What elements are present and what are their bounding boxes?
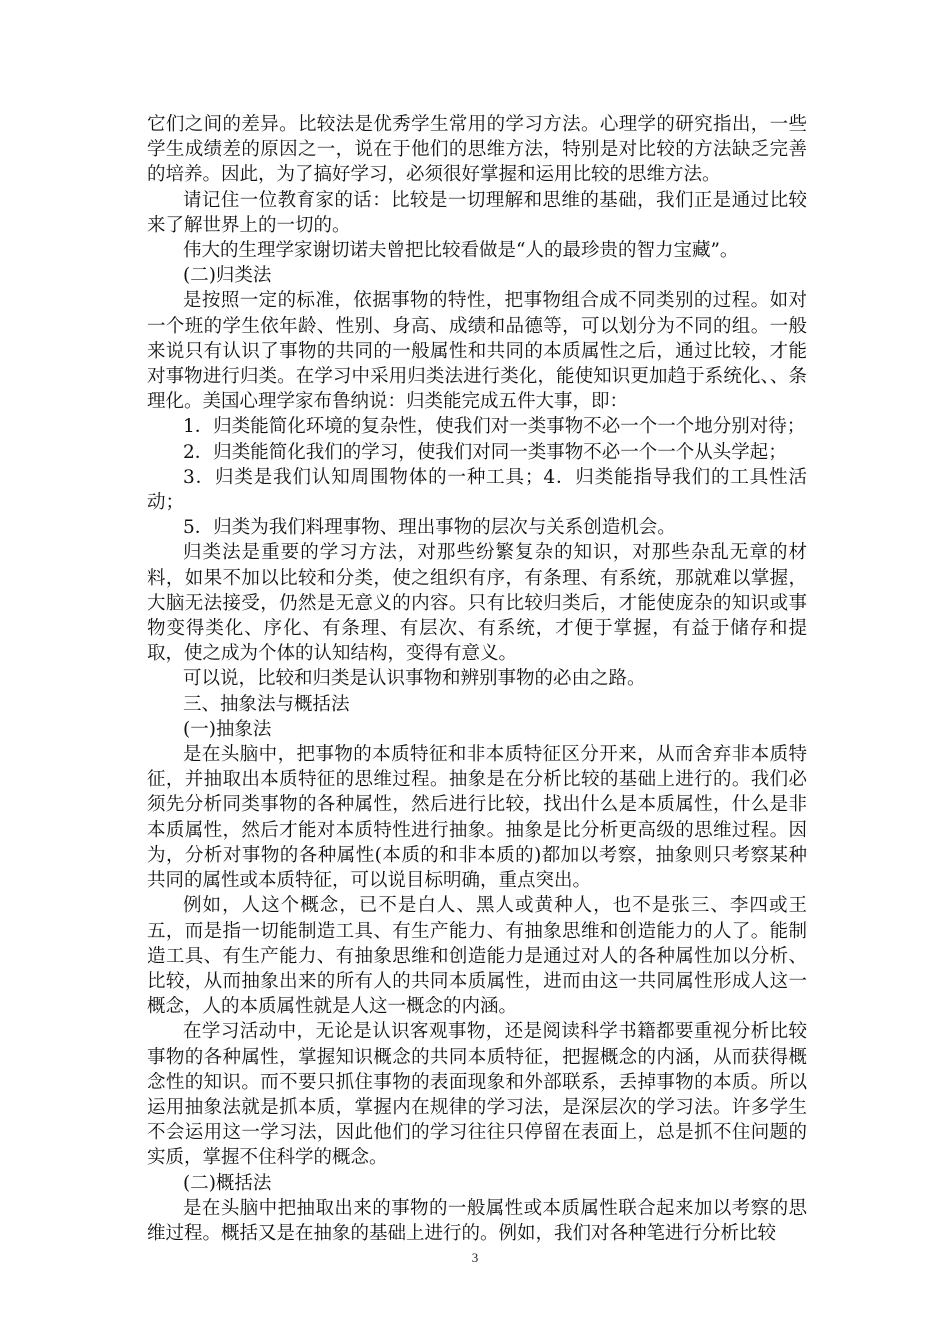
paragraph-abstraction-definition: 是在头脑中，把事物的本质特征和非本质特征区分开来，从而舍弃非本质特征，并抽取出本质特征的思维过程。抽象是在分析比较的基础上进行的。我们必须先分析同类事物的各种属性，然后进行比较，找出什么是本质属性，什么是非本质属性，然后才能对本质特性进行抽象。抽象是比分析更高级的思维过程。因为，分析对事物的各种属性(本质的和非本质的)都加以考察，抽象则只考察某种共同的属性或本质特征，可以说目标明确，重点突出。	[147, 744, 807, 892]
list-item-3-4: 3．归类是我们认知周围物体的一种工具；4．归类能指导我们的工具性活动；	[147, 466, 807, 514]
paragraph-comparison-end: 它们之间的差异。比较法是优秀学生常用的学习方法。心理学的研究指出，一些学生成绩差的原因之一，说在于他们的思维方法，特别是对比较的方法缺乏完善的培养。因此，为了搞好学习，必须很好掌握和运用比较的思维方法。	[147, 114, 807, 186]
paragraph-classification-importance: 归类法是重要的学习方法，对那些纷繁复杂的知识，对那些杂乱无章的材料，如果不加以比较和分类，使之组织有序，有条理、有系统，那就难以掌握，大脑无法接受，仍然是无意义的内容。只有比较归类后，才能使庞杂的知识或事物变得类化、序化、有条理、有层次、有系统，才便于掌握，有益于储存和提取，使之成为个体的认知结构，变得有意义。	[147, 542, 807, 665]
paragraph-sechenov-quote: 伟大的生理学家谢切诺夫曾把比较看做是“人的最珍贵的智力宝藏”。	[183, 240, 739, 262]
paragraph-comparison-classification-summary: 可以说，比较和归类是认识事物和辨别事物的必由之路。	[183, 668, 646, 690]
heading-generalization-method: (二)概括法	[183, 1172, 272, 1194]
heading-classification-method: (二)归类法	[183, 265, 272, 287]
list-item-2: 2．归类能简化我们的学习，使我们对同一类事物不必一个一个从头学起；	[183, 441, 787, 463]
paragraph-learning-activity: 在学习活动中，无论是认识客观事物，还是阅读科学书籍都要重视分析比较事物的各种属性，掌握知识概念的共同本质特征，把握概念的内涵，从而获得概念性的知识。而不要只抓住事物的表面现象和外部联系，丢掉事物的本质。所以运用抽象法就是抓本质，掌握内在规律的学习法，是深层次的学习法。许多学生不会运用这一学习法，因此他们的学习往往只停留在表面上，总是抓不住问题的实质，掌握不住科学的概念。	[147, 1021, 807, 1169]
list-item-5: 5．归类为我们料理事物、理出事物的层次与关系创造机会。	[183, 517, 676, 539]
document-body	[147, 112, 807, 1246]
paragraph-classification-definition: 是按照一定的标准，依据事物的特性，把事物组合成不同类别的过程。如对一个班的学生依年龄、性别、身高、成绩和品德等，可以划分为不同的组。一般来说只有认识了事物的共同的一般属性和共同的本质属性之后，通过比较，才能对事物进行归类。在学习中采用归类法进行类化，能使知识更加趋于系统化、、条理化。美国心理学家布鲁纳说：归类能完成五件大事，即：	[147, 290, 807, 413]
paragraph-human-concept-example: 例如，人这个概念，已不是白人、黑人或黄种人，也不是张三、李四或王五，而是指一切能制造工具、有生产能力、有抽象思维和创造能力的人了。能制造工具、有生产能力、有抽象思维和创造能力是通过对人的各种属性加以分析、比较，从而抽象出来的所有人的共同本质属性，进而由这一共同属性形成人这一概念，人的本质属性就是人这一概念的内涵。	[147, 895, 807, 1018]
heading-section-three: 三、抽象法与概括法	[183, 693, 350, 715]
list-item-1: 1．归类能简化环境的复杂性，使我们对一类事物不必一个一个地分别对待；	[183, 416, 806, 438]
heading-abstraction-method: (一)抽象法	[183, 718, 272, 740]
paragraph-educator-quote: 请记住一位教育家的话：比较是一切理解和思维的基础，我们正是通过比较来了解世界上的一切的。	[147, 189, 807, 236]
paragraph-generalization-definition: 是在头脑中把抽取出来的事物的一般属性或本质属性联合起来加以考察的思维过程。概括又是在抽象的基础上进行的。例如，我们对各种笔进行分析比较	[147, 1197, 807, 1244]
page-number: 3	[471, 1250, 479, 1265]
